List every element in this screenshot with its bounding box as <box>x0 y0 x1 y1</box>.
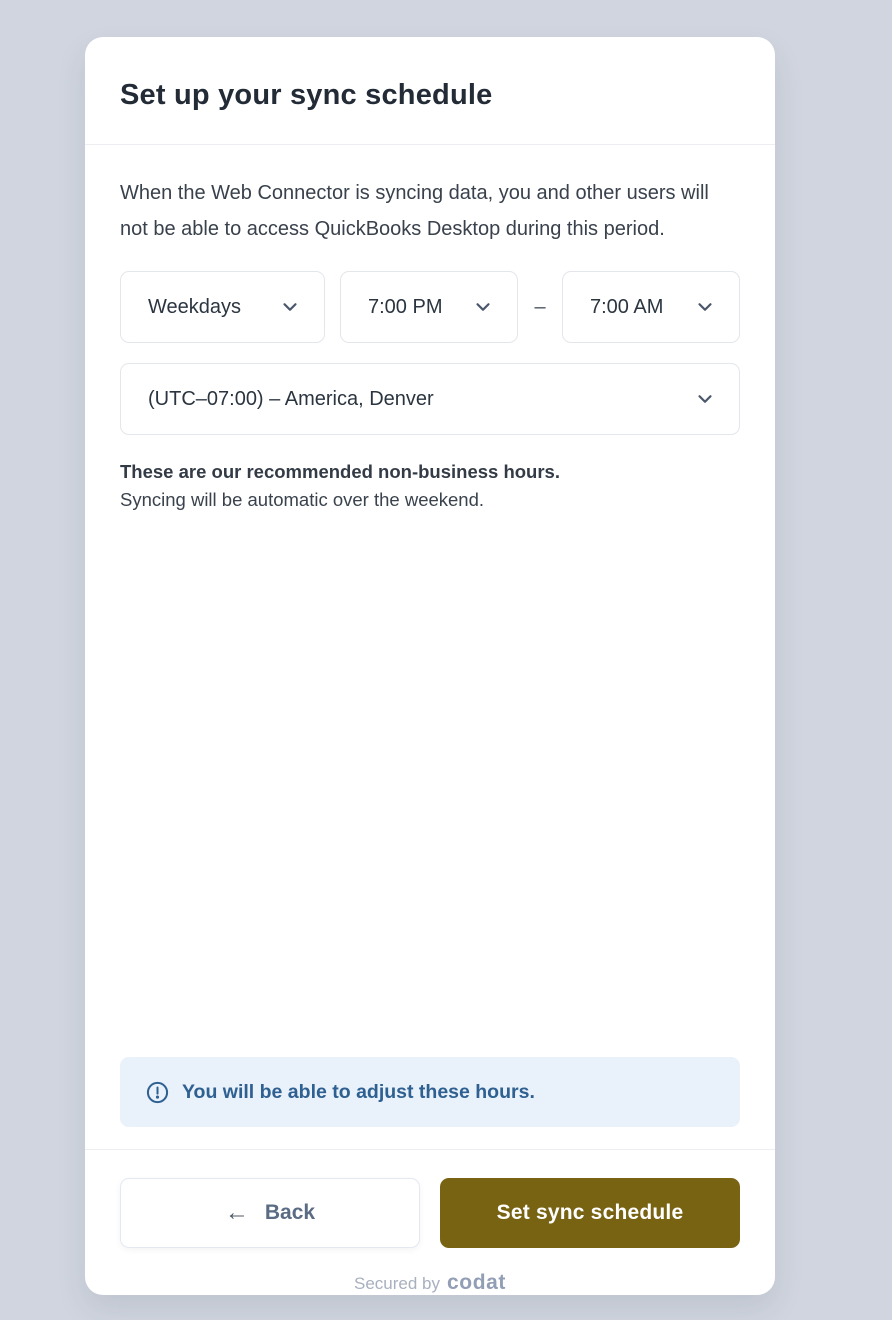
sync-description-text: When the Web Connector is syncing data, you and other users will not be able to access QuickBooks Desktop during this period. <box>120 182 709 240</box>
end-time-select[interactable] <box>562 271 740 343</box>
secured-by-text: Secured by <box>353 1274 440 1293</box>
info-banner-text: You will be able to adjust these hours. <box>182 1080 535 1103</box>
chevron-down-icon <box>472 296 494 318</box>
spacer <box>120 514 740 1057</box>
modal-header <box>85 37 775 145</box>
sync-schedule-modal <box>85 37 775 1295</box>
start-time-value: 7:00 PM <box>368 295 443 318</box>
recommendation-note <box>120 458 740 514</box>
day-select[interactable] <box>120 271 325 343</box>
arrow-left-icon: ← <box>224 1199 249 1226</box>
modal-footer <box>85 1150 775 1248</box>
start-time-select[interactable] <box>340 271 518 343</box>
day-select-value: Weekdays <box>148 295 242 318</box>
page-title: Set up your sync schedule <box>120 79 493 111</box>
secured-by-footer <box>85 1271 775 1295</box>
timezone-value: (UTC–07:00) – America, Denver <box>148 387 434 410</box>
chevron-down-icon <box>279 296 301 318</box>
back-button-label: Back <box>264 1201 316 1224</box>
time-range-separator: – <box>534 295 546 318</box>
chevron-down-icon <box>694 388 716 410</box>
back-button[interactable] <box>120 1178 420 1248</box>
modal-body <box>85 145 775 1149</box>
note-bold-text: These are our recommended non-business hours. <box>120 461 560 482</box>
alert-circle-icon <box>146 1081 169 1104</box>
set-sync-schedule-button[interactable] <box>440 1178 740 1248</box>
codat-logo: codat <box>446 1271 506 1294</box>
set-sync-schedule-label: Set sync schedule <box>496 1201 684 1224</box>
note-regular-text: Syncing will be automatic over the weekend. <box>120 489 485 510</box>
end-time-value: 7:00 AM <box>590 295 664 318</box>
info-banner <box>120 1057 740 1127</box>
timezone-select[interactable] <box>120 363 740 435</box>
chevron-down-icon <box>694 296 716 318</box>
schedule-selects-row <box>120 271 740 343</box>
